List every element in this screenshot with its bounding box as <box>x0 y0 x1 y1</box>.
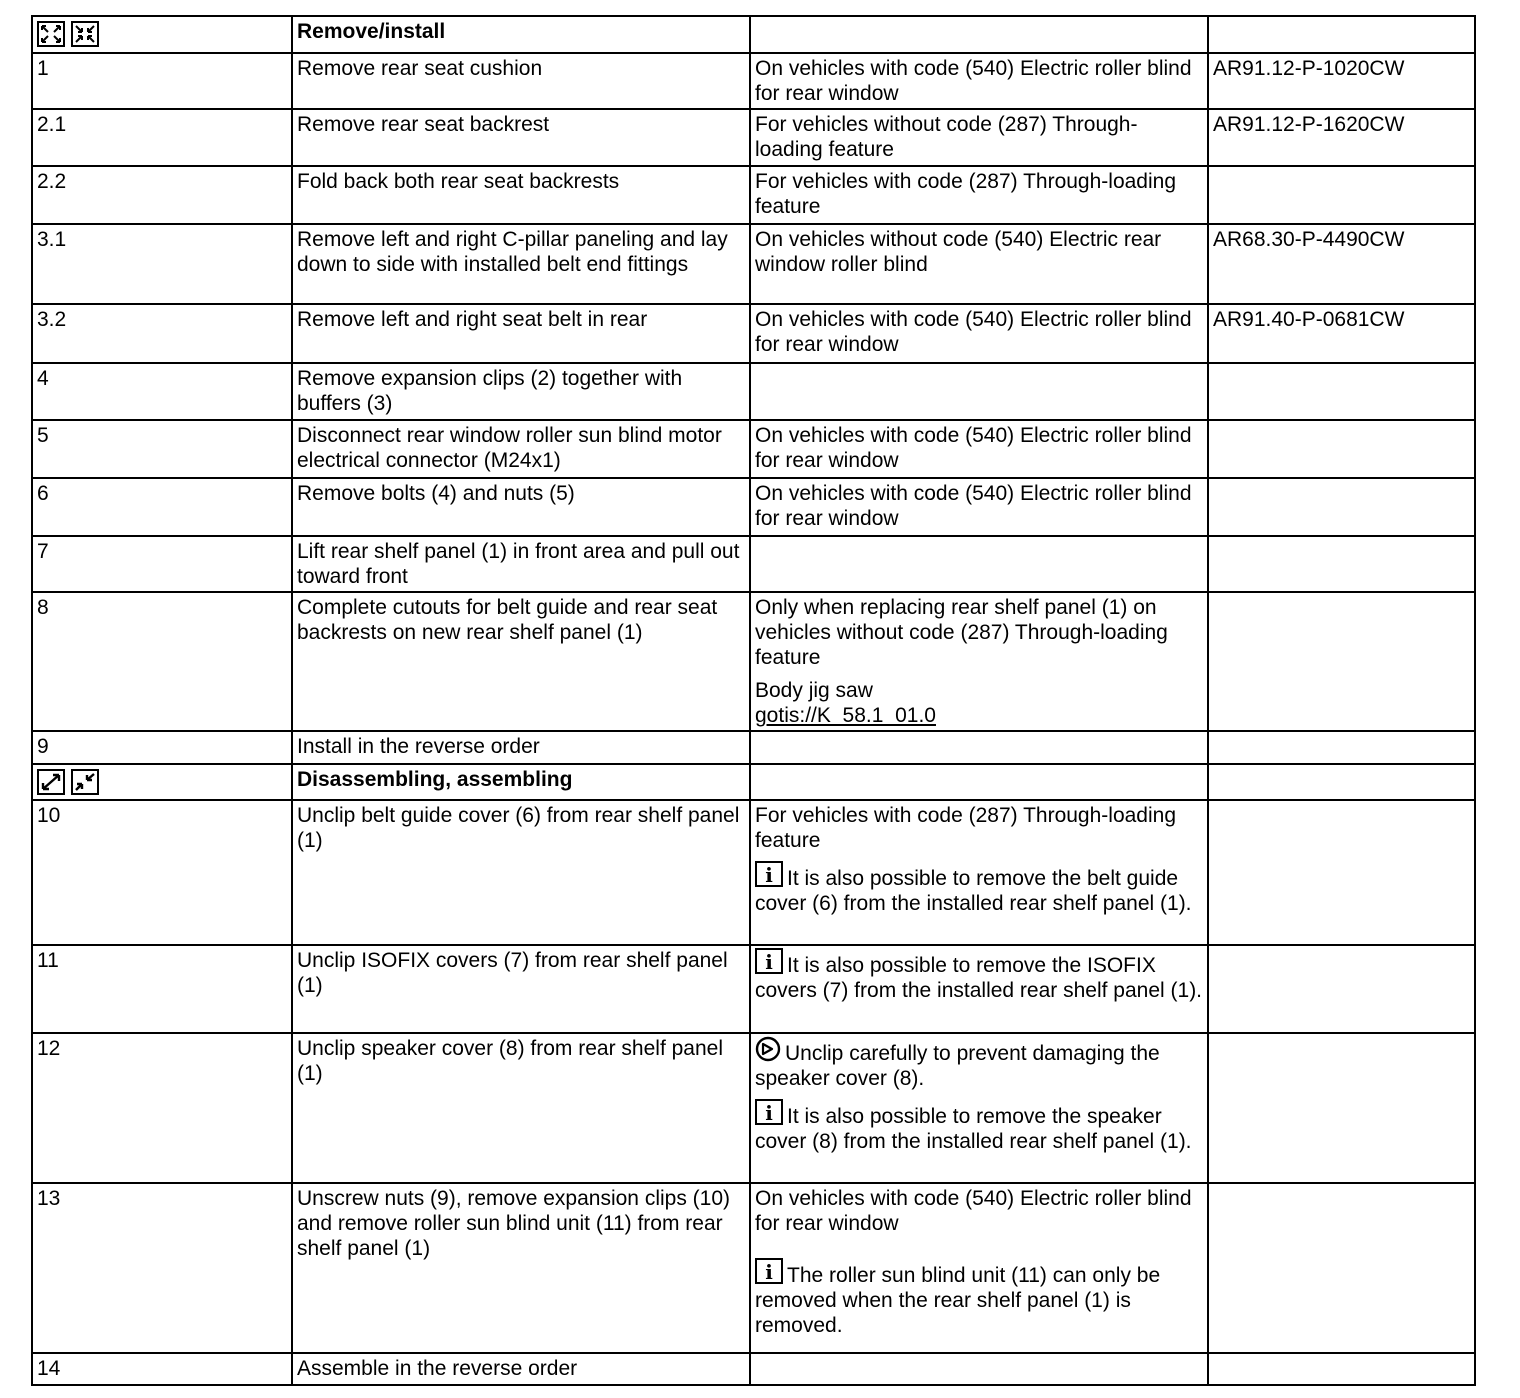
remove-install-icon-1 <box>37 21 65 47</box>
step-action: Remove left and right seat belt in rear <box>292 304 750 363</box>
step-number: 2.2 <box>32 166 292 224</box>
step-reference <box>1208 166 1475 224</box>
step-action: Install in the reverse order <box>292 731 750 764</box>
table-row <box>32 53 1475 109</box>
step-number: 12 <box>32 1033 292 1183</box>
step-number: 1 <box>32 53 292 109</box>
step-reference <box>1208 363 1475 420</box>
section-icons-cell <box>32 16 292 53</box>
step-number: 8 <box>32 592 292 731</box>
step-note: On vehicles with code (540) Electric roller blind for rear window <box>755 1187 1192 1235</box>
step-number: 14 <box>32 1353 292 1385</box>
table-row <box>32 592 1475 731</box>
step-action: Remove left and right C-pillar paneling and lay down to side with installed belt end fittings <box>292 224 750 304</box>
step-note <box>750 536 1208 592</box>
step-action: Assemble in the reverse order <box>292 1353 750 1385</box>
table-row <box>32 536 1475 592</box>
step-number: 2.1 <box>32 109 292 166</box>
step-action: Unclip speaker cover (8) from rear shelf panel (1) <box>292 1033 750 1183</box>
step-note <box>750 1353 1208 1385</box>
info-note: i It is also possible to remove the speaker cover (8) from the installed rear shelf panel (1). <box>755 1101 1192 1153</box>
step-note: Only when replacing rear shelf panel (1) on vehicles without code (287) Through-loading feature <box>755 596 1168 669</box>
section-title: Disassembling, assembling <box>292 764 750 800</box>
step-number: 11 <box>32 945 292 1033</box>
step-note <box>750 363 1208 420</box>
section-title: Remove/install <box>292 16 750 53</box>
step-note-cell <box>750 592 1208 731</box>
step-reference[interactable]: AR91.12-P-1620CW <box>1208 109 1475 166</box>
step-number: 6 <box>32 478 292 536</box>
caution-note: Unclip carefully to prevent damaging the speaker cover (8). <box>755 1036 1203 1091</box>
svg-text:i: i <box>765 1260 773 1284</box>
table-row <box>32 800 1475 945</box>
step-note: On vehicles without code (540) Electric rear window roller blind <box>750 224 1208 304</box>
step-note-cell <box>750 800 1208 945</box>
step-action: Unclip belt guide cover (6) from rear shelf panel (1) <box>292 800 750 945</box>
procedure-table <box>31 15 1476 1386</box>
info-note: i It is also possible to remove the ISOFIX covers (7) from the installed rear shelf panel (1). <box>755 950 1203 1002</box>
step-reference[interactable]: AR68.30-P-4490CW <box>1208 224 1475 304</box>
step-reference <box>1208 420 1475 478</box>
table-row <box>32 109 1475 166</box>
caution-icon <box>755 1036 781 1062</box>
table-row <box>32 1033 1475 1183</box>
step-reference[interactable]: AR91.12-P-1020CW <box>1208 53 1475 109</box>
step-reference <box>1208 945 1475 1033</box>
step-number: 10 <box>32 800 292 945</box>
table-row <box>32 1353 1475 1385</box>
step-action: Complete cutouts for belt guide and rear seat backrests on new rear shelf panel (1) <box>292 592 750 731</box>
assemble-icon <box>71 769 99 795</box>
step-action: Remove rear seat backrest <box>292 109 750 166</box>
step-number: 3.1 <box>32 224 292 304</box>
table-row <box>32 731 1475 764</box>
table-row <box>32 166 1475 224</box>
step-action: Disconnect rear window roller sun blind motor electrical connector (M24x1) <box>292 420 750 478</box>
step-reference <box>1208 1353 1475 1385</box>
table-row <box>32 304 1475 363</box>
step-note-cell <box>750 1033 1208 1183</box>
info-note: i The roller sun blind unit (11) can only be removed when the rear shelf panel (1) is removed. <box>755 1260 1161 1337</box>
disassemble-icon <box>37 769 65 795</box>
step-note: For vehicles with code (287) Through-loading feature <box>755 804 1177 852</box>
info-note: i It is also possible to remove the belt guide cover (6) from the installed rear shelf panel (1). <box>755 863 1192 915</box>
step-note: For vehicles without code (287) Through-loading feature <box>750 109 1208 166</box>
step-action: Unclip ISOFIX covers (7) from rear shelf panel (1) <box>292 945 750 1033</box>
info-icon <box>755 1099 783 1125</box>
svg-text:i: i <box>765 950 773 974</box>
step-reference <box>1208 536 1475 592</box>
step-note-cell <box>750 945 1208 1033</box>
step-note: On vehicles with code (540) Electric roller blind for rear window <box>750 478 1208 536</box>
step-action: Remove rear seat cushion <box>292 53 750 109</box>
step-action: Remove bolts (4) and nuts (5) <box>292 478 750 536</box>
table-row <box>32 363 1475 420</box>
step-number: 13 <box>32 1183 292 1353</box>
step-number: 3.2 <box>32 304 292 363</box>
svg-text:i: i <box>765 863 773 887</box>
step-note <box>750 731 1208 764</box>
step-note: For vehicles with code (287) Through-loading feature <box>750 166 1208 224</box>
step-number: 7 <box>32 536 292 592</box>
remove-install-icon-2 <box>71 21 99 47</box>
info-icon <box>755 948 783 974</box>
step-reference <box>1208 1183 1475 1353</box>
table-row <box>32 1183 1475 1353</box>
table-row <box>32 224 1475 304</box>
step-number: 4 <box>32 363 292 420</box>
section-header-row <box>32 16 1475 53</box>
svg-text:i: i <box>765 1101 773 1125</box>
step-note-cell <box>750 1183 1208 1353</box>
info-icon <box>755 1258 783 1284</box>
step-note: On vehicles with code (540) Electric roller blind for rear window <box>750 304 1208 363</box>
step-reference <box>1208 592 1475 731</box>
section-header-row <box>32 764 1475 800</box>
step-reference <box>1208 478 1475 536</box>
info-icon <box>755 861 783 887</box>
step-reference <box>1208 1033 1475 1183</box>
step-reference <box>1208 800 1475 945</box>
section-icons-cell <box>32 764 292 800</box>
step-reference <box>1208 731 1475 764</box>
step-action: Fold back both rear seat backrests <box>292 166 750 224</box>
step-note: On vehicles with code (540) Electric roller blind for rear window <box>750 53 1208 109</box>
step-action: Unscrew nuts (9), remove expansion clips (10) and remove roller sun blind unit (11) from rear shelf panel (1) <box>292 1183 750 1353</box>
step-action: Remove expansion clips (2) together with buffers (3) <box>292 363 750 420</box>
table-row <box>32 420 1475 478</box>
tool-name: Body jig saw <box>755 679 873 702</box>
step-tool-note <box>755 678 1203 728</box>
step-number: 5 <box>32 420 292 478</box>
step-action: Lift rear shelf panel (1) in front area and pull out toward front <box>292 536 750 592</box>
table-row <box>32 478 1475 536</box>
step-reference[interactable]: AR91.40-P-0681CW <box>1208 304 1475 363</box>
step-note: On vehicles with code (540) Electric roller blind for rear window <box>750 420 1208 478</box>
table-row <box>32 945 1475 1033</box>
tool-link[interactable]: gotis://K_58.1_01.0 <box>755 704 936 727</box>
step-number: 9 <box>32 731 292 764</box>
